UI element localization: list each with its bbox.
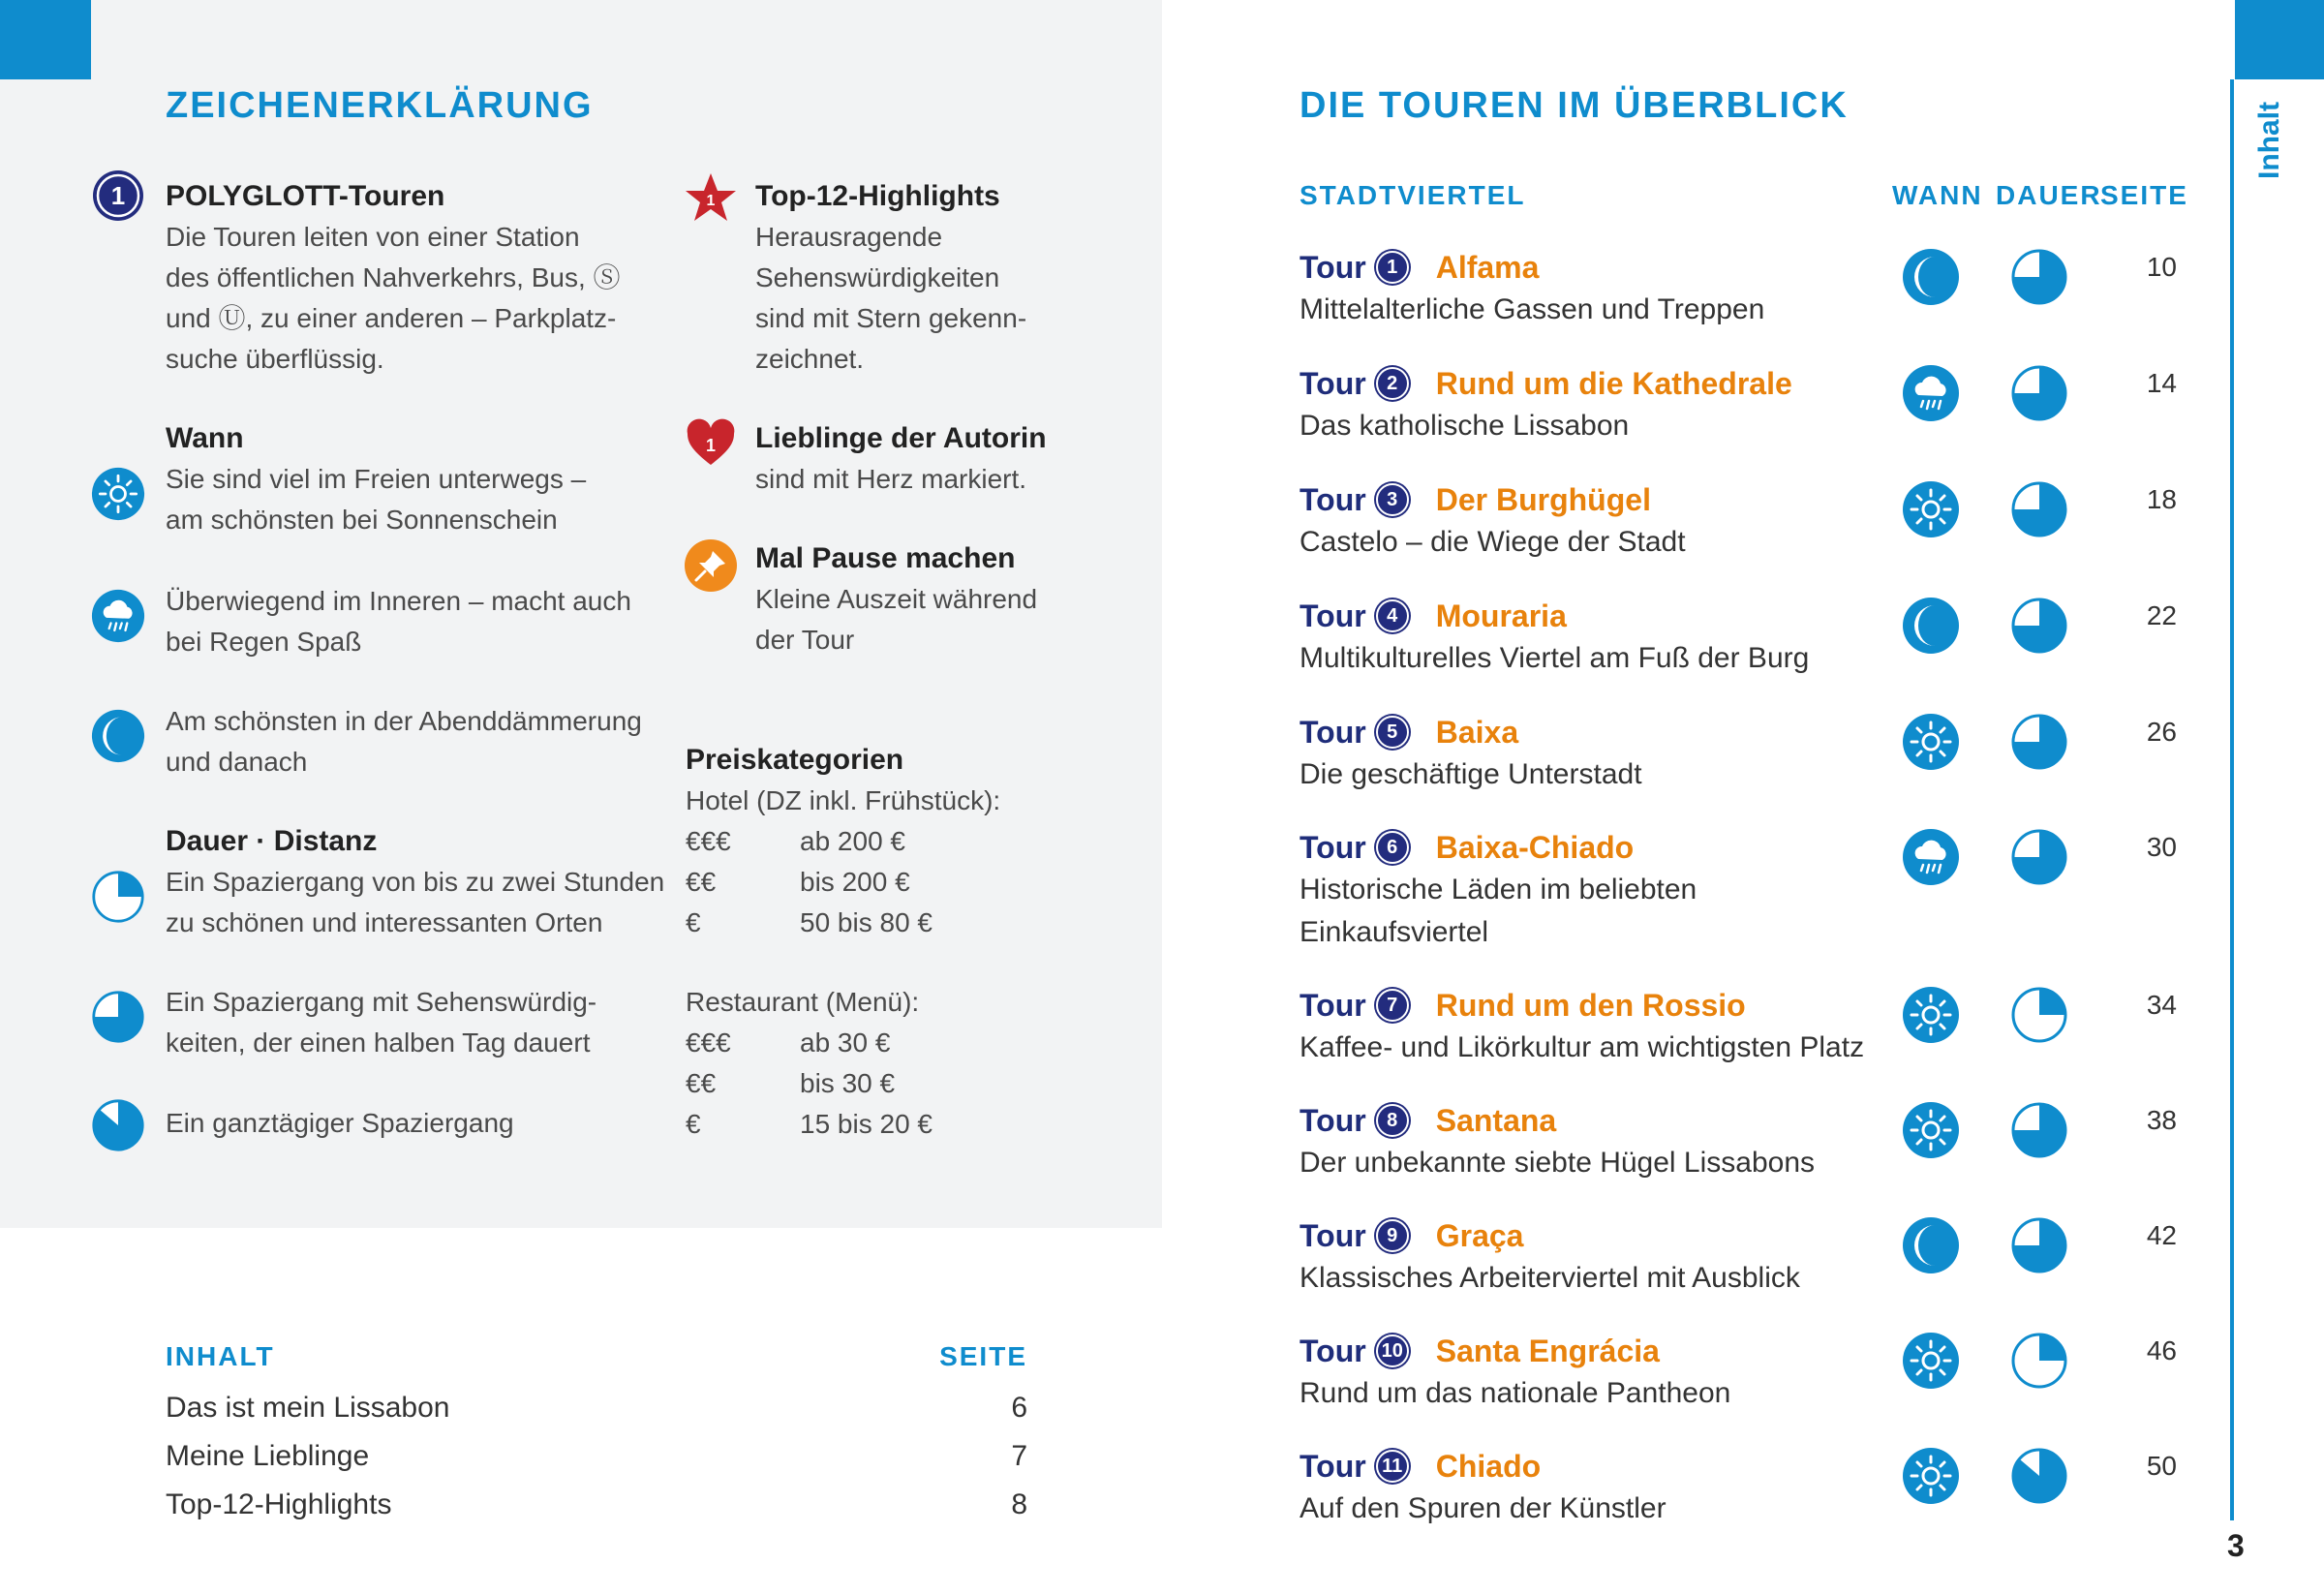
- tour-page-number: 26: [2146, 717, 2177, 747]
- duration-half-icon: [2010, 1101, 2068, 1159]
- legend-lieblinge-line: sind mit Herz markiert.: [755, 464, 1027, 494]
- legend-pause: [755, 538, 1143, 660]
- legend-moon: [166, 701, 669, 782]
- price-range: 50 bis 80 €: [800, 907, 933, 937]
- price-symbol: €€: [686, 1068, 717, 1098]
- duration-half-icon: [2010, 364, 2068, 422]
- price-hotel-label: Hotel (DZ inkl. Frühstück):: [686, 785, 1001, 815]
- duration-half-icon: [2010, 597, 2068, 655]
- tour-description: Die geschäftige Unterstadt: [1300, 758, 1642, 790]
- legend-pause-line: der Tour: [755, 625, 855, 655]
- col-head-duration: DAUER: [1996, 180, 2102, 210]
- tour-description: Multikulturelles Viertel am Fuß der Burg: [1300, 642, 1810, 674]
- tour-number-badge: 10: [1376, 1334, 1409, 1367]
- toc-row-title: Das ist mein Lissabon: [166, 1392, 450, 1424]
- legend-top12-title: Top-12-Highlights: [755, 180, 1000, 212]
- tour-page-number: 38: [2146, 1105, 2177, 1135]
- table-of-contents: [166, 1341, 1027, 1529]
- price-title: Preiskategorien: [686, 744, 904, 776]
- legend-short-line: zu schönen und interessanten Orten: [166, 907, 603, 937]
- tour-label: Tour: [1300, 598, 1366, 633]
- legend-wann: [166, 418, 669, 540]
- col-head-when: WANN: [1892, 180, 1983, 210]
- tour-name[interactable]: Chiado: [1435, 1448, 1542, 1484]
- tour-label: Tour: [1300, 1448, 1366, 1484]
- legend-sun-line: Sie sind viel im Freien unterwegs –: [166, 464, 587, 494]
- duration-half-icon: [2010, 248, 2068, 306]
- page-number: 3: [2227, 1528, 2245, 1563]
- rain-cloud-icon: [1902, 364, 1960, 422]
- price-row: [686, 1023, 1112, 1063]
- sun-icon: [1902, 986, 1960, 1044]
- tour-name[interactable]: Baixa-Chiado: [1435, 829, 1635, 865]
- tour-name[interactable]: Rund um die Kathedrale: [1435, 365, 1792, 401]
- tour-description: Einkaufsviertel: [1300, 916, 1489, 948]
- col-head-district: STADTVIERTEL: [1300, 180, 1526, 210]
- sun-icon: [1902, 1101, 1960, 1159]
- price-symbol: €€: [686, 867, 717, 897]
- tour-description: Der unbekannte siebte Hügel Lissabons: [1300, 1147, 1816, 1179]
- tour-description: Kaffee- und Likörkultur am wichtigsten Platz: [1300, 1031, 1865, 1063]
- tour-description: Auf den Spuren der Künstler: [1300, 1492, 1667, 1524]
- tour-number-badge: 4: [1376, 599, 1409, 632]
- legend-half-line: Ein Spaziergang mit Sehenswürdig-: [166, 987, 597, 1017]
- toc-header-title: INHALT: [166, 1341, 275, 1371]
- duration-full-icon: [2010, 1447, 2068, 1505]
- duration-half-icon: [2010, 828, 2068, 886]
- tour-description: Das katholische Lissabon: [1300, 410, 1630, 442]
- tour-description: Klassisches Arbeiterviertel mit Ausblick: [1300, 1262, 1800, 1294]
- price-symbol: €€€: [686, 826, 731, 856]
- svg-text:1: 1: [110, 181, 126, 210]
- price-symbol: €: [686, 907, 701, 937]
- tour-number-badge: 3: [1376, 483, 1409, 516]
- price-range: ab 200 €: [800, 826, 905, 856]
- tours-title: DIE TOUREN IM ÜBERBLICK: [1300, 85, 1849, 126]
- toc-row-page: 8: [1011, 1488, 1027, 1520]
- toc-row-title: Meine Lieblinge: [166, 1440, 370, 1472]
- pushpin-icon: [684, 538, 738, 593]
- tour-page-number: 10: [2146, 252, 2177, 282]
- legend-polyglott-line: und Ⓤ, zu einer anderen – Parkplatz-: [166, 303, 617, 333]
- legend-lieblinge-title: Lieblinge der Autorin: [755, 422, 1047, 454]
- tour-page-number: 46: [2146, 1335, 2177, 1365]
- corner-tab-right: [2235, 0, 2324, 79]
- tour-description: Mittelalterliche Gassen und Treppen: [1300, 293, 1765, 325]
- legend-pause-title: Mal Pause machen: [755, 542, 1016, 574]
- side-rule: [2230, 79, 2234, 1520]
- tour-number-badge: 9: [1376, 1219, 1409, 1252]
- legend-polyglott-line: Die Touren leiten von einer Station: [166, 222, 580, 252]
- duration-half-icon: [2010, 1216, 2068, 1274]
- legend-full-line: Ein ganztägiger Spaziergang: [166, 1108, 514, 1138]
- duration-full-icon: [91, 1098, 145, 1152]
- legend-wann-title: Wann: [166, 422, 244, 454]
- legend-short-line: Ein Spaziergang von bis zu zwei Stunden: [166, 867, 665, 897]
- price-row: [686, 821, 1112, 862]
- tour-description: Rund um das nationale Pantheon: [1300, 1377, 1731, 1409]
- tour-label: Tour: [1300, 365, 1366, 401]
- sun-icon: [91, 467, 145, 521]
- rain-cloud-icon: [1902, 828, 1960, 886]
- tour-name[interactable]: Der Burghügel: [1435, 481, 1651, 517]
- svg-text:1: 1: [706, 193, 716, 209]
- duration-short-icon: [91, 870, 145, 924]
- tour-number-icon: [91, 169, 145, 223]
- tour-page-number: 14: [2146, 368, 2177, 398]
- tour-name[interactable]: Alfama: [1435, 249, 1540, 285]
- tour-label: Tour: [1300, 249, 1366, 285]
- tour-name[interactable]: Baixa: [1435, 714, 1519, 750]
- sun-icon: [1902, 1447, 1960, 1505]
- price-range: ab 30 €: [800, 1028, 891, 1058]
- toc-row-page: 7: [1011, 1440, 1027, 1472]
- tour-page-number: 30: [2146, 832, 2177, 862]
- legend-top12-line: sind mit Stern gekenn-: [755, 303, 1027, 333]
- legend-dauer-title: Dauer · Distanz: [166, 825, 378, 857]
- legend-title: ZEICHENERKLÄRUNG: [166, 85, 594, 126]
- price-range: 15 bis 20 €: [800, 1109, 933, 1139]
- tour-label: Tour: [1300, 1217, 1366, 1253]
- side-label: [2245, 97, 2295, 184]
- tour-number-badge: 7: [1376, 989, 1409, 1022]
- legend-pause-line: Kleine Auszeit während: [755, 584, 1038, 614]
- svg-text:1: 1: [705, 436, 717, 455]
- legend-moon-line: Am schönsten in der Abenddämmerung: [166, 706, 642, 736]
- moon-icon: [1902, 597, 1960, 655]
- legend-half: [166, 982, 669, 1063]
- tour-label: Tour: [1300, 1333, 1366, 1368]
- price-restaurant-label: Restaurant (Menü):: [686, 987, 920, 1017]
- heart-icon: [684, 416, 738, 471]
- legend-top12-line: Sehenswürdigkeiten: [755, 262, 1000, 292]
- corner-tab-left: [0, 0, 91, 79]
- legend-top12-line: Herausragende: [755, 222, 943, 252]
- legend-lieblinge: [755, 418, 1143, 500]
- legend-sun-line: am schönsten bei Sonnenschein: [166, 505, 558, 535]
- toc-header: [166, 1341, 1027, 1384]
- tour-description: Historische Läden im beliebten: [1300, 874, 1697, 905]
- legend-rain-line: Überwiegend im Inneren – macht auch: [166, 586, 631, 616]
- legend-top12-line: zeichnet.: [755, 344, 865, 374]
- legend-top12: [755, 176, 1143, 380]
- moon-icon: [1902, 248, 1960, 306]
- tour-page-number: 34: [2146, 990, 2177, 1020]
- moon-icon: [91, 709, 145, 763]
- duration-short-icon: [2010, 986, 2068, 1044]
- legend-rain: [166, 581, 669, 662]
- tour-page-number: 50: [2146, 1451, 2177, 1481]
- tour-number-badge: 5: [1376, 716, 1409, 749]
- legend-polyglott-line: des öffentlichen Nahverkehrs, Bus, Ⓢ: [166, 262, 621, 292]
- tour-name[interactable]: Santa Engrácia: [1435, 1333, 1660, 1368]
- toc-row[interactable]: [166, 1384, 1027, 1432]
- toc-header-page: SEITE: [939, 1341, 1027, 1371]
- side-label-text: Inhalt: [2253, 102, 2285, 179]
- legend-dauer: [166, 821, 669, 943]
- star-highlight-icon: [684, 170, 738, 225]
- price-range: bis 30 €: [800, 1068, 896, 1098]
- legend-half-line: keiten, der einen halben Tag dauert: [166, 1028, 591, 1058]
- tour-label: Tour: [1300, 829, 1366, 865]
- tour-label: Tour: [1300, 1102, 1366, 1138]
- legend-rain-line: bei Regen Spaß: [166, 627, 362, 657]
- legend-moon-line: und danach: [166, 747, 308, 777]
- legend-polyglott: [166, 176, 669, 380]
- tour-page-number: 22: [2146, 600, 2177, 630]
- tour-label: Tour: [1300, 481, 1366, 517]
- duration-half-icon: [91, 990, 145, 1044]
- col-head-page: SEITE: [2100, 180, 2188, 210]
- tour-number-badge: 2: [1376, 367, 1409, 400]
- tour-name[interactable]: Rund um den Rossio: [1435, 987, 1746, 1023]
- toc-row-page: 6: [1011, 1392, 1027, 1424]
- tour-name[interactable]: Mouraria: [1435, 598, 1567, 633]
- price-row: [686, 862, 1112, 903]
- toc-row[interactable]: [166, 1481, 1027, 1529]
- tour-name[interactable]: Santana: [1435, 1102, 1557, 1138]
- price-row: [686, 903, 1112, 943]
- legend-full: [166, 1103, 669, 1144]
- tour-page-number: 42: [2146, 1220, 2177, 1250]
- sun-icon: [1902, 1332, 1960, 1390]
- tour-label: Tour: [1300, 987, 1366, 1023]
- sun-icon: [1902, 713, 1960, 771]
- price-row: [686, 1063, 1112, 1104]
- price-categories: [686, 740, 1112, 1145]
- tour-number-badge: 8: [1376, 1104, 1409, 1137]
- price-range: bis 200 €: [800, 867, 910, 897]
- rain-cloud-icon: [91, 589, 145, 643]
- tour-number-badge: 1: [1376, 251, 1409, 284]
- tour-number-badge: 6: [1376, 831, 1409, 864]
- price-row: [686, 1104, 1112, 1145]
- moon-icon: [1902, 1216, 1960, 1274]
- tour-description: Castelo – die Wiege der Stadt: [1300, 526, 1686, 558]
- duration-half-icon: [2010, 480, 2068, 538]
- sun-icon: [1902, 480, 1960, 538]
- duration-short-icon: [2010, 1332, 2068, 1390]
- tour-page-number: 18: [2146, 484, 2177, 514]
- legend-polyglott-title: POLYGLOTT-Touren: [166, 180, 445, 212]
- duration-half-icon: [2010, 713, 2068, 771]
- price-symbol: €€€: [686, 1028, 731, 1058]
- toc-row-title: Top-12-Highlights: [166, 1488, 392, 1520]
- tour-name[interactable]: Graça: [1435, 1217, 1524, 1253]
- tour-label: Tour: [1300, 714, 1366, 750]
- price-symbol: €: [686, 1109, 701, 1139]
- legend-polyglott-line: suche überflüssig.: [166, 344, 384, 374]
- toc-row[interactable]: [166, 1432, 1027, 1481]
- tour-number-badge: 11: [1376, 1450, 1409, 1483]
